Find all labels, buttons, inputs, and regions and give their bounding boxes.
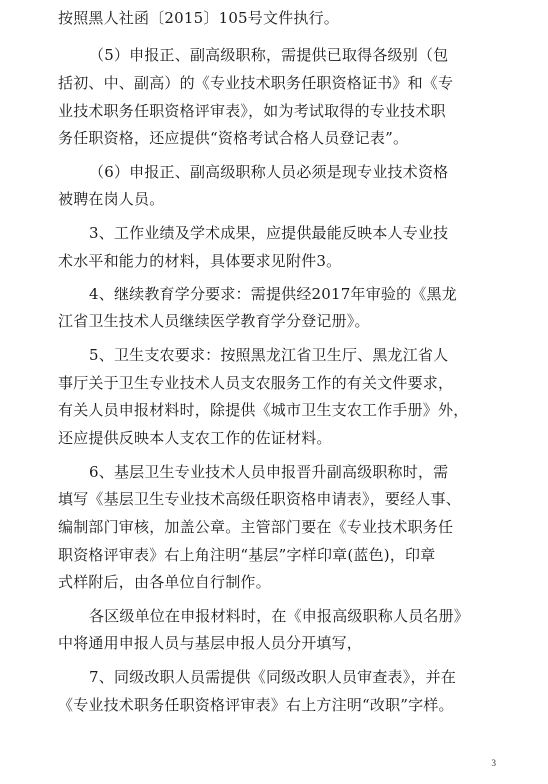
text-line: 业技术职务任职资格评审表》，如为考试取得的专业技术职 [58,102,446,120]
text-line: 各区级单位在申报材料时，在《申报高级职称人员名册》 [89,607,470,625]
text-line: （6）申报正、副高级职称人员必须是现专业技术资格 [89,163,449,181]
text-line: 按照黑人社函〔2015〕105号文件执行。 [58,9,340,27]
text-line: 填写《基层卫生专业技术高级任职资格申请表》，要经人事、 [58,490,461,508]
text-line: 事厅关于卫生专业技术人员支农服务工作的有关文件要求， [58,374,454,392]
text-line: （5）申报正、副高级职称，需提供已取得各级别（包 [89,46,449,64]
page-number: 3 [491,758,496,768]
text-line: 括初、中、副高）的《专业技术职务任职资格证书》和《专 [58,74,454,92]
text-line: 江省卫生技术人员继续医学教育学分登记册》。 [58,312,370,330]
text-line: 术水平和能力的材料，具体要求见附件3。 [58,252,342,270]
text-line: 职资格评审表》右上角注明“基层”字样印章(蓝色)，印章 [58,546,436,564]
text-line: 《专业技术职务任职资格评审表》右上方注明“改职”字样。 [58,696,454,714]
text-line: 4、继续教育学分要求：需提供经2017年审验的《黑龙 [89,285,457,303]
text-line: 务任职资格，还应提供“资格考试合格人员登记表”。 [58,129,409,147]
text-line: 5、卫生支农要求：按照黑龙江省卫生厅、黑龙江省人 [89,346,449,364]
text-line: 7、同级改职人员需提供《同级改职人员审查表》，并在 [89,668,457,686]
text-line: 有关人员申报材料时，除提供《城市卫生支农工作手册》外， [58,401,469,419]
text-line: 3、工作业绩及学术成果，应提供最能反映本人专业技 [89,224,449,242]
text-line: 6、基层卫生专业技术人员申报晋升副高级职称时，需 [89,463,449,481]
text-line: 编制部门审核，加盖公章。主管部门要在《专业技术职务任 [58,518,454,536]
text-line: 中将通用申报人员与基层申报人员分开填写， [58,634,363,652]
text-line: 还应提供反映本人支农工作的佐证材料。 [58,429,332,447]
text-line: 式样附后，由各单位自行制作。 [58,573,271,591]
text-line: 被聘在岗人员。 [58,190,165,208]
